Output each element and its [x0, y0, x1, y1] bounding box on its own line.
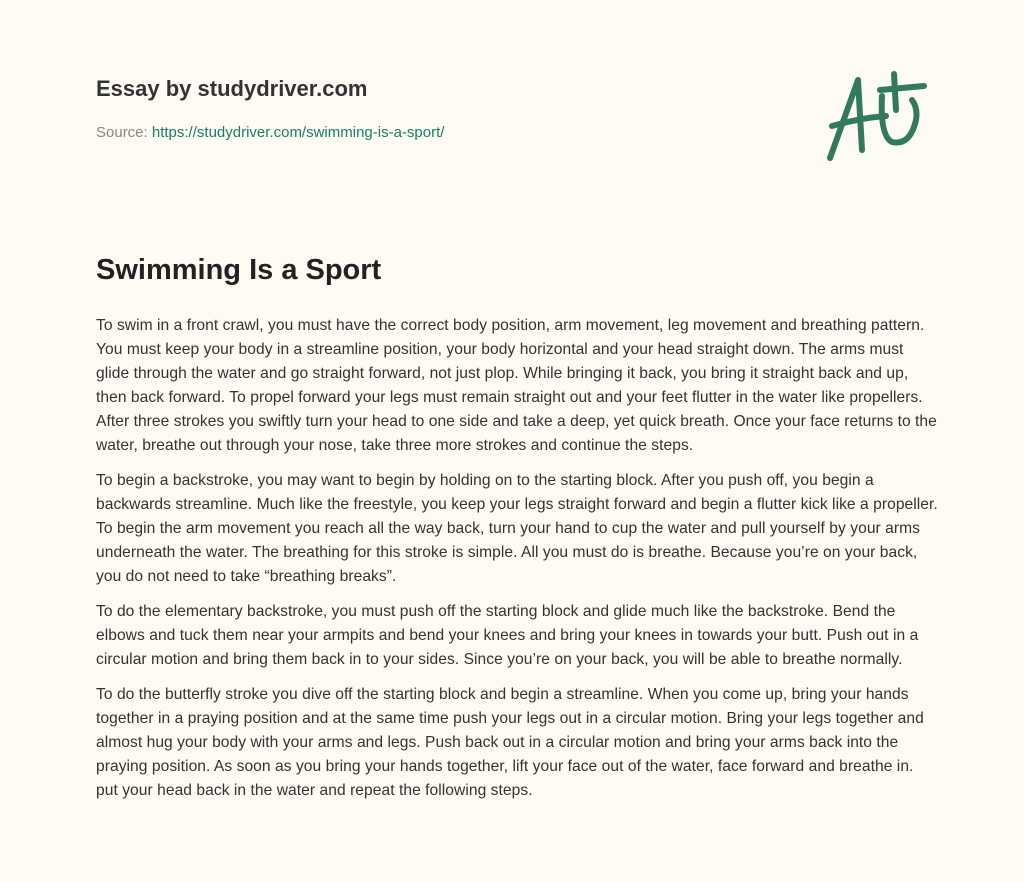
essay-body — [96, 314, 938, 814]
a-plus-logo-icon — [820, 66, 930, 166]
source-label: Source: — [96, 124, 148, 141]
essay-header — [96, 76, 444, 141]
essay-title: Swimming Is a Sport — [96, 254, 382, 286]
source-line — [96, 124, 444, 141]
essay-paragraph: To do the elementary backstroke, you must push off the starting block and glide much like the backstroke. Bend the elbows and tuck them near your armpits and bend your knees and bring your knees in towards your butt. Push out in a circular motion and bring them back in to your sides. Since you’re on your back, you will be able to breathe normally. — [96, 603, 919, 668]
essay-paragraph: To do the butterfly stroke you dive off the starting block and begin a streamline. When you come up, bring your hands together in a praying position and at the same time push your legs out in a circular motion. Bring your legs together and almost hug your body with your arms and legs. Push back out in a circular motion and bring your arms back into the praying position. As soon as you bring your hands together, lift your face out of the water, face forward and breathe in. put your head back in the water and repeat the following steps. — [96, 686, 924, 799]
site-title: Essay by studydriver.com — [96, 76, 368, 101]
essay-paragraph: To begin a backstroke, you may want to begin by holding on to the starting block. After you push off, you begin a backwards streamline. Much like the freestyle, you keep your legs straight forward and begin a flutter kick like a propeller. To begin the arm movement you reach all the way back, turn your hand to cup the water and pull yourself by your arms underneath the water. The breathing for this stroke is simple. All you must do is breathe. Because you’re on your back, you do not need to take “breathing breaks”. — [96, 472, 938, 585]
essay-paragraph: To swim in a front crawl, you must have the correct body position, arm movement, leg movement and breathing pattern. You must keep your body in a streamline position, your body horizontal and your head straight down. The arms must glide through the water and go straight forward, not just plop. While bringing it back, you bring it straight back and up, then back forward. To propel forward your legs must remain straight out and your feet flutter in the water like propellers. After three strokes you swiftly turn your head to one side and take a deep, yet quick breath. Once your face returns to the water, breathe out through your nose, take three more strokes and continue the steps. — [96, 317, 937, 454]
source-link[interactable]: https://studydriver.com/swimming-is-a-sport/ — [151, 124, 445, 141]
